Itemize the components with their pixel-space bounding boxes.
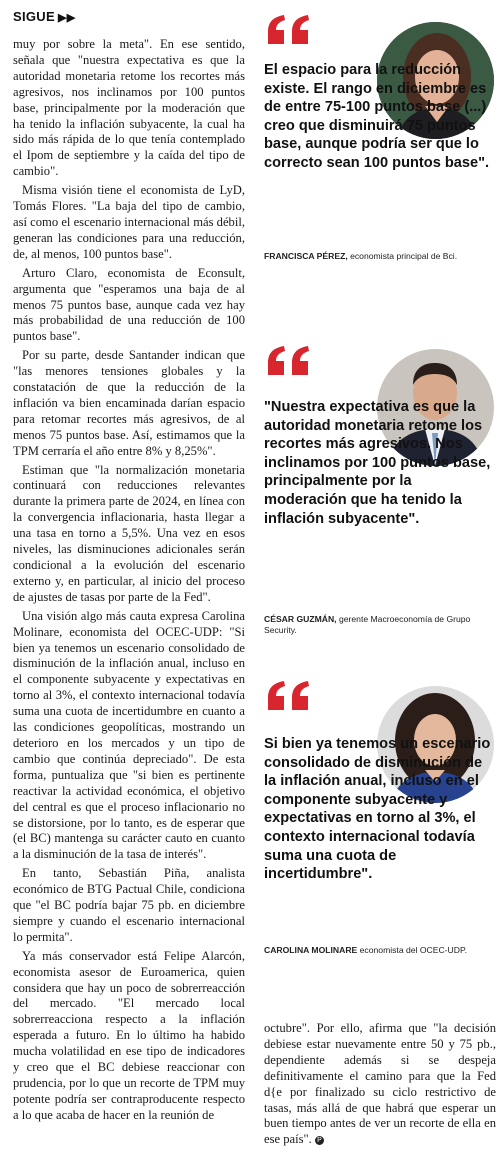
quote-author-role: economista del OCEC-UDP.	[359, 945, 467, 955]
quote-attribution	[264, 251, 457, 262]
quote-attribution	[264, 945, 467, 956]
quotation-marks-icon	[264, 345, 316, 377]
paragraph	[264, 1021, 496, 1148]
paragraph: Una visión algo más cauta expresa Carolina Molinare, economista del OCEC-UDP: "Si bien ya tenemos un escenario consolidado de disminución de la inflación anual, incluso en el componente subyacente y expectativas en torno al 3%, el contexto internacional todavía suma una cuota de incertidumbre en cuanto a las condiciones geopolíticas, mostrando un deterioro en los mercados y un tipo de cambio que continúa depreciado". De esta forma, puntualiza que "si bien es pertinente reactivar la actividad económica, el objetivo del central es que el proceso inflacionario no se distorsione, por lo tanto, es de esperar que (el BC) mantenga su carácter cauto en cuanto a la disminución de la tasa de interés".	[13, 608, 245, 862]
quotation-marks-icon	[264, 14, 316, 46]
article-right-column-end	[264, 1021, 496, 1148]
quote-author-name: CAROLINA MOLINARE	[264, 945, 358, 955]
paragraph: En tanto, Sebastián Piña, analista económico de BTG Pactual Chile, condiciona que "el BC podría bajar 75 pb. en diciembre siempre y cuando el escenario internacional lo permita".	[13, 866, 245, 944]
paragraph: muy por sobre la meta". En ese sentido, señala que "nuestra expectativa es que la autoridad monetaria retome los recortes más agresivos, nos inclinamos por 100 puntos base, principalmente por la moderación que ha tenido la inflación subyacente, la cual ha sido más rápida de lo que tenía contemplado el Ipom de septiembre y la caída del tipo de cambio".	[13, 37, 245, 179]
quote-author-name: FRANCISCA PÉREZ,	[264, 251, 348, 261]
paragraph: Misma visión tiene el economista de LyD, Tomás Flores. "La baja del tipo de cambio, así como el escenario internacional más débil, generan las condiciones para una reducción, de, al menos, 100 puntos base".	[13, 183, 245, 261]
quote-text: El espacio para la reducción existe. El rango en diciembre es de entre 75-100 puntos base (...) creo que disminuirá 75 puntos base, aunque podría ser que lo correcto sean 100 puntos base".	[264, 62, 490, 171]
sigue-text: SIGUE	[13, 9, 55, 24]
quote-author-role: economista principal de Bci.	[350, 251, 458, 261]
paragraph: Arturo Claro, economista de Econsult, argumenta que "esperamos una baja de al menos 75 puntos base, aunque cada vez hay más probabilidad de una reducción de 100 puntos base".	[13, 265, 245, 344]
paragraph: Ya más conservador está Felipe Alarcón, economista asesor de Euroamerica, quien considera que hay un poco de sobrerreacción del mercado. "El mercado local sobrerreacciona respecto a la inflación esperada a futuro. En lo último ha habido mucha volatilidad en ese tipo de indicadores y creo que el BC debiese reaccionar con prudencia, por lo que un recorte de TPM muy potente podría ser contraproducente respecto a lo que acaba de hacer en la reunión de	[13, 948, 245, 1122]
quotation-marks-icon	[264, 680, 316, 712]
continue-arrows-icon: ▶▶	[57, 12, 76, 24]
paragraph: Por su parte, desde Santander indican que "las menores tensiones globales y la constatación de que la reducción de la inflación va bien encaminada darían espacio para retomar recortes más agresivos, de al menos 75 puntos base. Así, estimamos que la TPM cerraría el año entre 8% y 8,25%".	[13, 348, 245, 458]
pull-quote-carolina-molinare	[264, 680, 496, 970]
pull-quote-cesar-guzman	[264, 345, 496, 645]
quote-author-role: gerente Macroeconomía de Grupo Security.	[264, 614, 471, 635]
end-of-article-icon: P	[315, 1136, 324, 1145]
continuation-label	[13, 9, 76, 24]
quote-author-name: CÉSAR GUZMÁN,	[264, 614, 337, 624]
quote-text: Si bien ya tenemos un escenario consolidado de disminución de la inflación anual, incluso en el componente subyacente y expectativas en torno al 3%, el contexto internacional todavía suma una cuota de incertidumbre".	[264, 736, 491, 883]
quote-attribution	[264, 614, 496, 636]
paragraph: Estiman que "la normalización monetaria continuará con reducciones relevantes durante la primera parte de 2024, en línea con la convergencia inflacionaria, hasta llegar a una tasa en torno a 5,5%. Una vez en esos niveles, las disminuciones adicionales serán condicional a la evolución del escenario externo y, en particular, al inicio del proceso de ajustes de tasas por parte de la Fed".	[13, 462, 245, 604]
paragraph-text: octubre". Por ello, afirma que "la decisión debiese estar nuevamente entre 50 y 75 pb., dependiente además si se despeja definitivamente el camino para que la Fed d{e por finalizado su ciclo restrictivo de tasas, más allá de que habrá que esperar un buen tiempo antes de ver un recorte de ella en ese país".	[264, 1021, 496, 1147]
quote-text: "Nuestra expectativa es que la autoridad monetaria retome los recortes más agresivos. Nos inclinamos por 100 puntos base, principalmente por la moderación que ha tenido la inflación subyacente".	[264, 399, 491, 527]
article-left-column	[13, 37, 245, 1127]
pull-quote-francisca-perez	[264, 14, 496, 264]
